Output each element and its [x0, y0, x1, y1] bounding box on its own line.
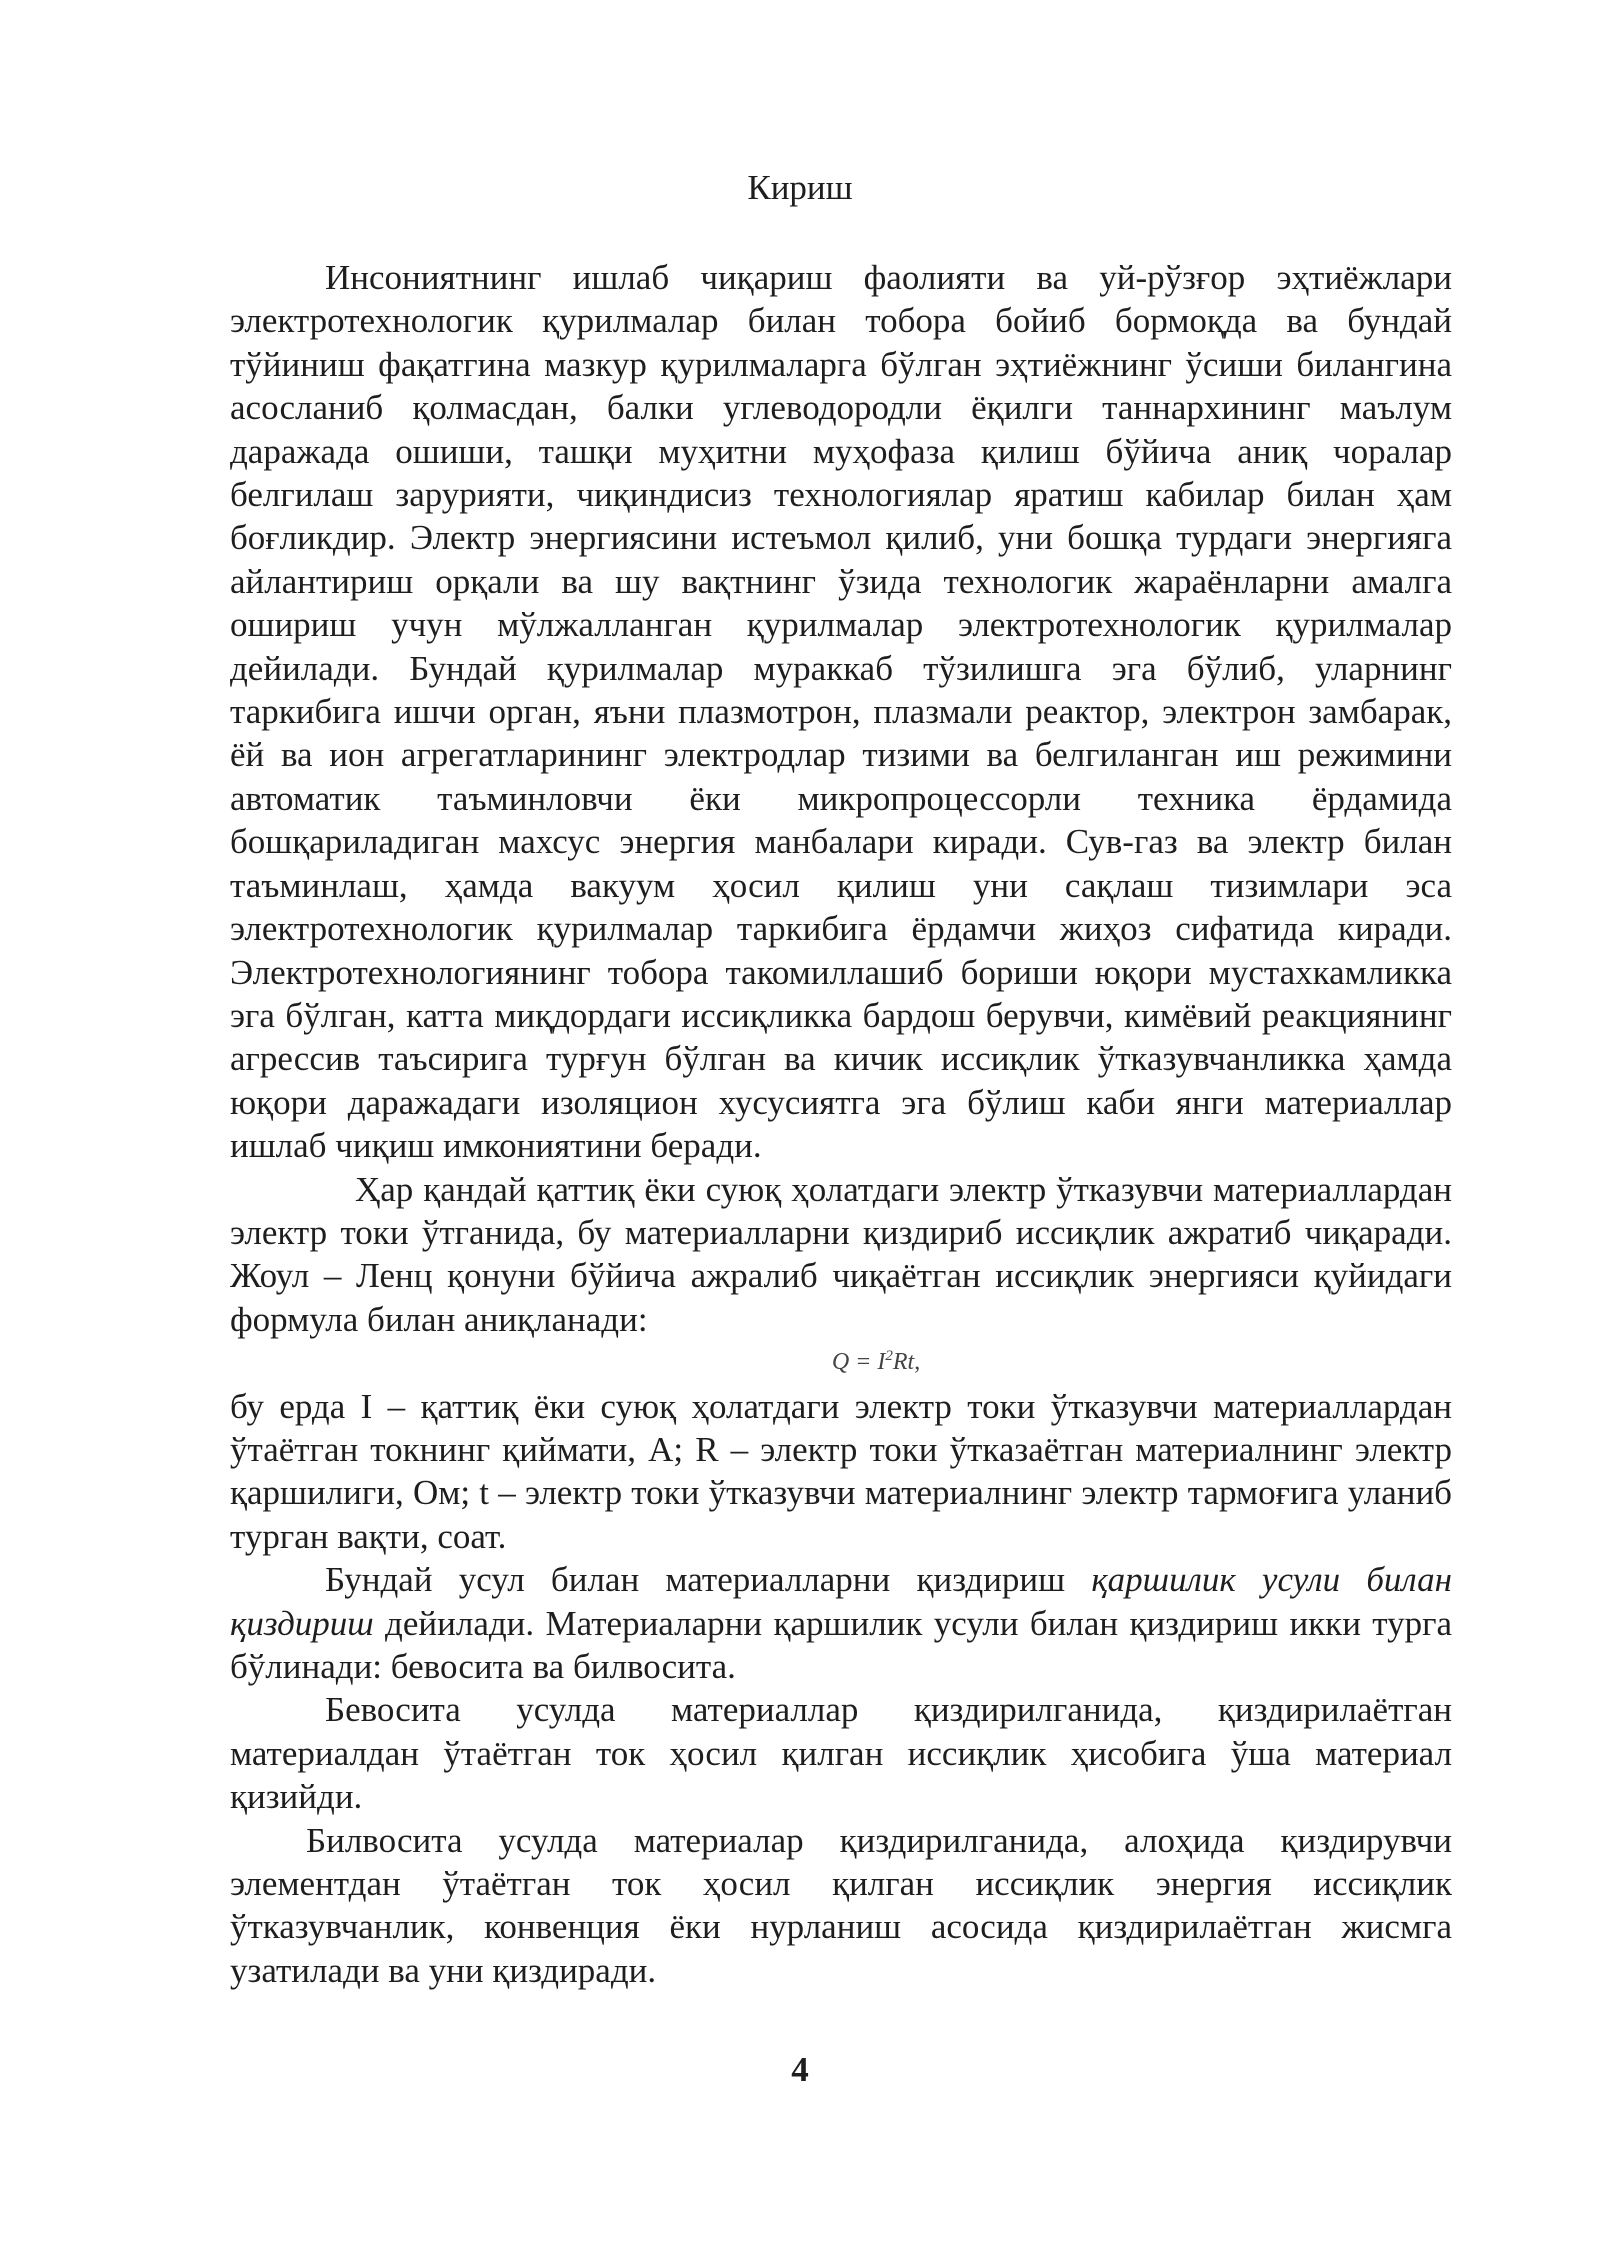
paragraph-resistance-heating — [230, 1558, 1452, 1688]
resistance-heating-term: қаршилик усули билан қиздириш — [230, 1560, 1452, 1643]
paragraph-intro: Инсониятнинг ишлаб чиқариш фаолияти ва уй-рўзғор эҳтиёжлари электротехнологик қурилмалар билан тобора бойиб бормоқда ва бундай тўйиниш фақатгина мазкур қурилмаларга бўлган эҳтиёжнинг ўсиши билангина асосланиб қолмасдан, балки углеводородли ёқилги таннархининг маълум даражада ошиши, ташқи муҳитни муҳофаза қилиш бўйича аниқ чоралар белгилаш зарурияти, чиқиндисиз технологиялар яратиш кабилар билан ҳам боғликдир. Электр энергиясини истеъмол қилиб, уни бошқа турдаги энергияга айлантириш орқали ва шу вақтнинг ўзида технологик жараёнларни амалга ошириш учун мўлжалланган қурилмалар электротехнологик қурилмалар дейилади. Бундай қурилмалар мураккаб тўзилишга эга бўлиб, уларнинг таркибига ишчи орган, яъни плазмотрон, плазмали реактор, электрон замбарак, ёй ва ион агрегатларининг электродлар тизими ва белгиланган иш режимини автоматик таъминловчи ёки микропроцессорли техника ёрдамида бошқариладиган махсус энергия манбалари киради. Сув-газ ва электр билан таъминлаш, ҳамда вакуум ҳосил қилиш уни сақлаш тизимлари эса электротехнологик қурилмалар таркибига ёрдамчи жиҳоз сифатида киради. Электротехнологиянинг тобора такомиллашиб бориши юқори мустахкамликка эга бўлган, катта миқдордаги иссиқликка бардош берувчи, кимёвий реакциянинг агрессив таъсирига турғун бўлган ва кичик иссиқлик ўтказувчанликка ҳамда юқори даражадаги изоляцион хусусиятга эга бўлиш каби янги материаллар ишлаб чиқиш имкониятини беради. — [230, 258, 1452, 1166]
paragraph-variables: бу ерда I – қаттиқ ёки суюқ ҳолатдаги электр токи ўтказувчи материаллардан ўтаётган токнинг қиймати, А; R – электр токи ўтказаётган материалнинг электр қаршилиги, Ом; t – электр токи ўтказувчи материалнинг электр тармоғига уланиб турган вақти, соат. — [230, 1386, 1452, 1556]
paragraph-joule-lenz: Ҳар қандай қаттиқ ёки суюқ ҳолатдаги электр ўтказувчи материаллардан электр токи ўтганида, бу материалларни қиздириб иссиқлик ажратиб чиқаради. Жоул – Ленц қонуни бўйича ажралиб чиқаётган иссиқлик энергияси қуйидаги формула билан аниқланади: — [230, 1169, 1452, 1339]
formula-equals: = — [855, 1349, 872, 1376]
document-body — [230, 256, 1452, 1992]
resistance-heating-before: Бундай усул билан материалларни қиздириш — [325, 1560, 1092, 1600]
page-number: 4 — [791, 2050, 809, 2089]
paragraph-indirect-method: Билвосита усулда материалар қиздирилганида, алоҳида қиздирувчи элементдан ўтаётган ток ҳосил қилган иссиқлик энергия иссиқлик ўтказувчанлик, конвенция ёки нурланиш асосида қиздирилаётган жисмга узатилади ва уни қиздиради. — [230, 1820, 1452, 1990]
formula-exponent: 2 — [885, 1348, 893, 1365]
formula-rest: Rt — [892, 1349, 915, 1376]
joule-lenz-formula — [230, 1341, 1452, 1384]
page-title: Кириш — [747, 168, 853, 207]
formula-trailing: , — [914, 1349, 921, 1376]
paragraph-direct-method: Бевосита усулда материаллар қиздирилганида, қиздирилаётган материалдан ўтаётган ток ҳосил қилган иссиқлик ҳисобига ўша материал қизийди. — [230, 1690, 1452, 1817]
formula-lhs: Q — [831, 1349, 850, 1376]
formula-base: I — [877, 1349, 886, 1376]
resistance-heating-after: дейилади. Материаларни қаршилик усули билан қиздириш икки турга бўлинади: бевосита ва билвосита. — [230, 1603, 1452, 1686]
